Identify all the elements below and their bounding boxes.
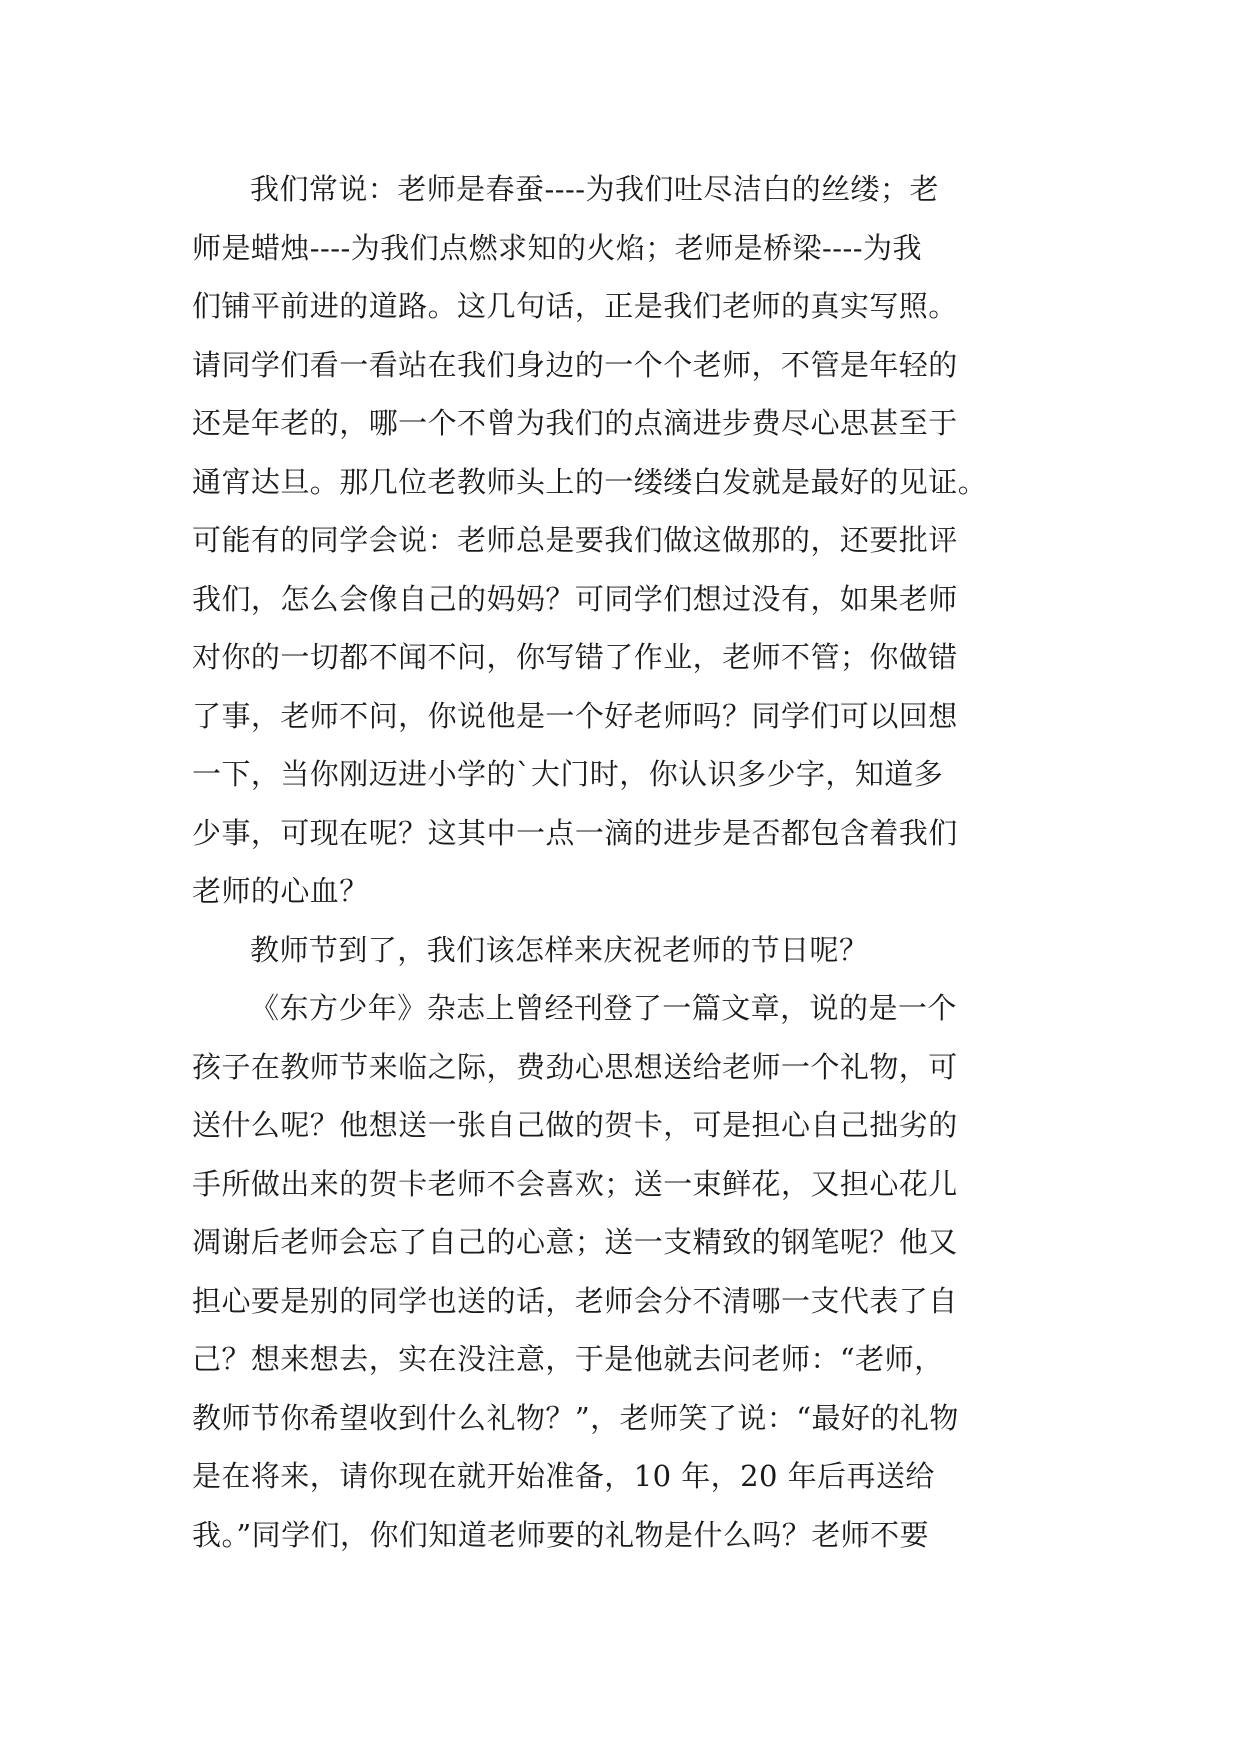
paragraph-1-line-2: 师是蜡烛----为我们点燃求知的火焰；老师是桥梁----为我 <box>192 230 922 265</box>
paragraph-1-line-13: 老师的心血？ <box>192 874 369 908</box>
paragraph-1-line-9: 对你的一切都不闻不问，你写错了作业，老师不管；你做错 <box>192 640 958 674</box>
paragraph-1-line-3: 们铺平前进的道路。这几句话，正是我们老师的真实写照。 <box>192 289 958 323</box>
paragraph-3-line-8: 教师节你希望收到什么礼物？”，老师笑了说：“最好的礼物 <box>192 1400 959 1435</box>
paragraph-3-line-7: 己？想来想去，实在没注意，于是他就去问老师：“老师， <box>192 1342 944 1376</box>
paragraph-3-line-4: 手所做出来的贺卡老师不会喜欢；送一束鲜花，又担心花儿 <box>192 1166 958 1201</box>
paragraph-1-line-7: 可能有的同学会说：老师总是要我们做这做那的，还要批评 <box>192 523 958 557</box>
paragraph-1-line-6: 通宵达旦。那几位老教师头上的一缕缕白发就是最好的见证。 <box>192 464 988 499</box>
paragraph-3-line-9: 是在将来，请你现在就开始准备，10 年，20 年后再送给 <box>192 1459 935 1493</box>
paragraph-2-line-1: 教师节到了，我们该怎样来庆祝老师的节日呢？ <box>250 932 869 967</box>
paragraph-3-line-2: 孩子在教师节来临之际，费劲心思想送给老师一个礼物，可 <box>192 1049 958 1084</box>
paragraph-3-line-1: 《东方少年》杂志上曾经刊登了一篇文章，说的是一个 <box>250 991 957 1025</box>
paragraph-3-line-3: 送什么呢？他想送一张自己做的贺卡，可是担心自己拙劣的 <box>192 1108 958 1142</box>
paragraph-1-line-8: 我们，怎么会像自己的妈妈？可同学们想过没有，如果老师 <box>192 581 958 616</box>
paragraph-3-line-6: 担心要是别的同学也送的话，老师会分不清哪一支代表了自 <box>192 1283 958 1318</box>
body-text <box>192 160 1052 1564</box>
paragraph-3-line-5: 凋谢后老师会忘了自己的心意；送一支精致的钢笔呢？他又 <box>192 1225 958 1259</box>
paragraph-1-line-12: 少事，可现在呢？这其中一点一滴的进步是否都包含着我们 <box>192 815 958 850</box>
paragraph-3-line-10: 我。”同学们，你们知道老师要的礼物是什么吗？老师不要 <box>192 1517 930 1552</box>
paragraph-1-line-5: 还是年老的，哪一个不曾为我们的点滴进步费尽心思甚至于 <box>192 406 958 440</box>
paragraph-1-line-1: 我们常说：老师是春蚕----为我们吐尽洁白的丝缕；老 <box>250 172 939 206</box>
paragraph-1-line-11: 一下，当你刚迈进小学的`大门时，你认识多少字，知道多 <box>192 757 944 791</box>
paragraph-1-line-10: 了事，老师不问，你说他是一个好老师吗？同学们可以回想 <box>192 698 958 733</box>
paragraph-1-line-4: 请同学们看一看站在我们身边的一个个老师，不管是年轻的 <box>192 347 958 382</box>
